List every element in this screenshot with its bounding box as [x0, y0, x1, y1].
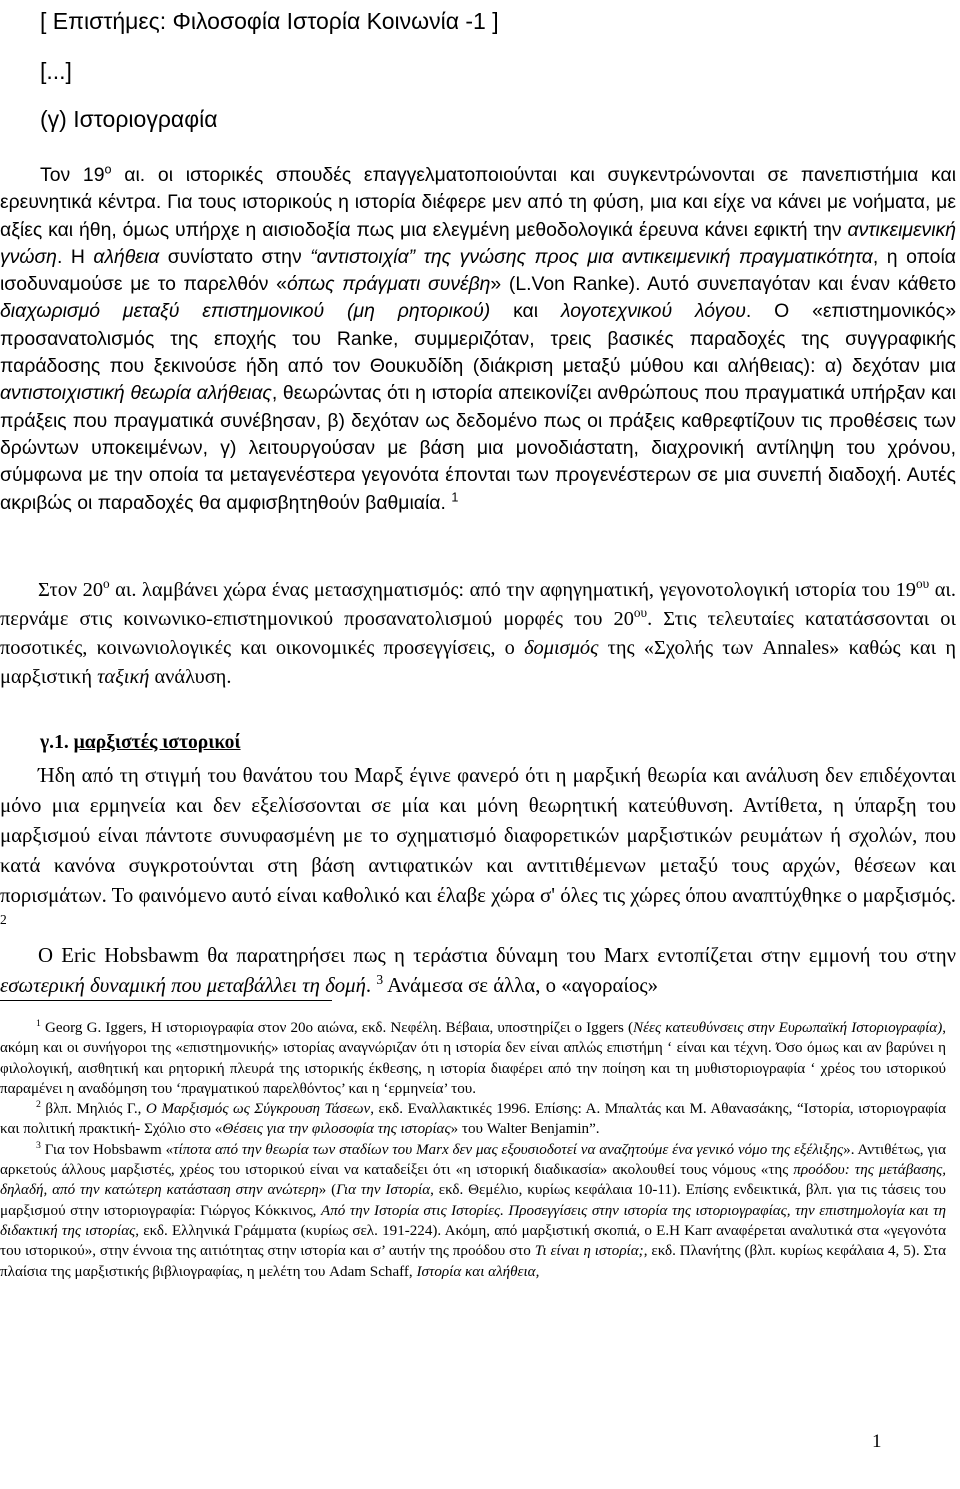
text-run: Ο Eric Hobsbawm θα παρατηρήσει πως η τεράστια δύναμη του Marx εντοπίζεται στην εμμονή του στην [38, 944, 956, 967]
text-run: αι. περνάμε στις κοινωνικο-επιστημονικού προσανατολισμού μορφές του 20 [0, 579, 956, 631]
italic-run: προόδου: της μετάβασης, δηλαδή, από την κατώτερη κατάσταση στην ανώτερη [0, 1162, 946, 1199]
text-run: Για τον Hobsbawm « [40, 1141, 174, 1158]
italic-run: αντιστοιχιστική θεωρία αλήθειας [0, 382, 272, 405]
footnote-1 [0, 1018, 946, 1099]
superscript: ο [104, 162, 112, 177]
italic-run: Νέες κατευθύνσεις στην Ευρωπαϊκή Ιστοριογραφία) [633, 1020, 943, 1036]
italic-run: Για την Ιστορία [336, 1182, 431, 1199]
italic-run: Ο Μαρξισμός ως Σύγκρουση Τάσεων [145, 1101, 371, 1118]
paragraph-marx-death [0, 761, 956, 941]
paragraph-historiography [0, 162, 956, 517]
marxist-section-body [0, 761, 956, 1001]
text-run: Ήδη από τη στιγμή του θανάτου του Μαρξ έγινε φανερό ότι η μαρξική θεωρία και ανάλυση δεν επιδέχονται μόνο μια ερμηνεία και δεν εξελίσσονται σε μία και μόνη θεωρητική κατεύθυνση. Αντίθετα, η ύπαρξη του μαρξισμού είναι πάντοτε συνυφασμένη με το σχηματισμό διαφορετικών μαρξιστικών ρευμάτων ή σχολών, που κατά κανόνα συγκροτούνται στη βάση αντιφατικών και αντιτιθέμενων μεταξύ τους αρχών, θέσεων και πορισμάτων. Το φαινόμενο αυτό είναι καθολικό και έλαβε χώρα σ' όλες τις χώρες όπου αναπτύχθηκε ο μαρξισμός. [0, 764, 956, 907]
subsection-heading [40, 732, 241, 754]
text-run: αι. οι ιστορικές σπουδές επαγγελματοποιούνται και συγκεντρώνονται σε πανεπιστήμια και ερευνητικά κέντρα. Για τους ιστορικούς η ιστορία διέφερε μεν από τη φύση, μια και είχε να κάνει με νοήματα, με αξίες και ήθη, όμως υπήρχε η αισιοδοξία πως μια ελεγμένη μεθοδολογικά έρευνα κάνει εφικτή την [0, 164, 957, 241]
italic-run: Θέσεις για την φιλοσοφία της ιστορίας [222, 1121, 451, 1138]
subsection-number: γ.1. [40, 732, 74, 753]
footnotes [0, 1018, 946, 1282]
text-run: , θεωρώντας ότι η ιστορία απεικονίζει ανθρώπους που πραγματικά υπήρξαν και πράξεις που πραγματικά συνέβησαν, β) δεχόταν ως δεδομένο πως οι πράξεις καθρεφτίζουν τις προθέσεις των δρώντων υποκειμένων, γ) λειτουργούσαν με βάση μια μονοδιάστατη, διαχρονική αντίληψη του χρόνου, σύμφωνα με την οποία τα μεταγενέστερα γεγονότα έπονται των προγενέστερων σε μια συνεπή διαδοχή. Αυτές ακριβώς οι παραδοχές θα αμφισβητηθούν βαθμιαία. [0, 382, 957, 514]
footnote-number: 1 [36, 1017, 41, 1029]
footnote-2 [0, 1099, 946, 1140]
text-run: , εκδ. Θεμέλιο, κυρίως κεφάλαια 10-11). Επίσης ενδεικτικά, βλπ. για τις τάσεις του μαρξισμού στην ιστοριογραφία: Γιώργος Κόκκινος, [0, 1182, 946, 1219]
italic-run: “αντιστοιχία” της γνώσης προς μια αντικειμενική πραγματικότητα [310, 245, 873, 268]
text-run: συνίστατο στην [159, 245, 311, 268]
text-run: βλπ. Μηλιός Γ., [40, 1101, 146, 1118]
text-run: Στον 20 [38, 579, 104, 601]
text-run: και [490, 300, 561, 323]
text-run: » (L.Von Ranke). Αυτό συνεπαγόταν και έναν κάθετο [490, 273, 956, 296]
italic-run: Τι είναι η ιστορία; [534, 1243, 644, 1260]
footnote-separator [0, 1000, 332, 1001]
text-run: αι. λαμβάνει χώρα ένας μετασχηματισμός: από την αφηγηματική, γεγονοτολογική ιστορία του 19 [109, 579, 916, 601]
text-run: . Στις τελευταίες κατατάσσονται οι ποσοτικές, κοινωνιολογικές και οικονομικές προσεγγίσεις, ο [0, 608, 956, 660]
text-run: . Η [56, 245, 94, 268]
italic-run: Ιστορία και αλήθεια, [416, 1263, 540, 1280]
section-heading: (γ) Ιστοριογραφία [40, 106, 218, 132]
text-run: ». Αντιθέτως, για αρκετούς άλλους μαρξιστές, χρέος του ιστορικού είναι να καταδείξει ότι «η ιστορική διαδικασία» ακολουθεί τους νόμους «της [0, 1141, 946, 1179]
italic-run: λογοτεχνικού λόγου [560, 300, 746, 323]
text-run: , εκδ. Ελληνικά Γράμματα (κυρίως σελ. 191-224). Ακόμη, από μαρξιστική σκοπιά, ο Ε.Η Karr αναφέρεται αναλυτικά στα «γεγονότα του ιστορικού», στην έννοια της αιτιότητας στην ιστορία και σ’ αυτήν της προόδου στο [0, 1222, 946, 1260]
superscript: ου [915, 576, 930, 592]
italic-run: διαχωρισμό μεταξύ επιστημονικού (μη ρητορικού) [0, 300, 491, 323]
paragraph-20th-century [0, 576, 956, 692]
italic-run: εσωτερική δυναμική που μεταβάλλει τη δομή [0, 974, 366, 997]
footnote-number: 3 [36, 1139, 41, 1151]
subsection-title: μαρξιστές ιστορικοί [73, 732, 241, 753]
text-run: , εκδ. Πλανήτης (βλπ. κυρίως κεφάλαια 4, 5). Στα πλαίσια της μαρξιστικής βιβλιογραφίας, η μελέτη του Adam Schaff, [0, 1243, 946, 1280]
footnote-ref-2[interactable]: 2 [0, 912, 7, 928]
italic-run: Από την Ιστορία στις Ιστορίες. Προσεγγίσεις στην ιστορία της ιστοριογραφίας, την επιστημολογία και τη διδακτική της ιστορίας [0, 1202, 946, 1239]
footnote-ref-3[interactable]: 3 [376, 972, 384, 988]
italic-run: τίποτα από την θεωρία των σταδίων του Marx δεν μας εξουσιοδοτεί να αναζητούμε ένα γενικό νόμο της εξέλιξης [173, 1141, 844, 1158]
text-run: » ( [318, 1182, 337, 1199]
text-run: » του Walter Benjamin”. [450, 1121, 600, 1138]
footnote-number: 2 [36, 1099, 41, 1111]
text-run: , εκδ. Εναλλακτικές 1996. Επίσης: Α. Μπαλτάς και Μ. Αθανασάκης, “Ιστορία, ιστοριογραφία και πολιτική πρακτική- Σχόλιο στο « [0, 1101, 946, 1138]
superscript: ου [633, 605, 648, 621]
text-run: Georg G. Iggers, Η ιστοριογραφία στον 20ο αιώνα, εκδ. Νεφέλη. Βέβαια, υποστηρίζει ο Iggers ( [40, 1020, 634, 1036]
paragraph-hobsbawm [0, 941, 956, 1001]
series-header: [ Επιστήμες: Φιλοσοφία Ιστορία Κοινωνία -1 ] [40, 8, 499, 34]
footnote-3 [0, 1140, 946, 1282]
italic-run: αλήθεια [93, 245, 160, 268]
page-number: 1 [872, 1431, 882, 1452]
italic-run: αντικειμενική γνώση [0, 218, 956, 268]
text-run: , η οποία ισοδυναμούσε με το παρελθόν « [0, 245, 956, 296]
text-run: Τον 19 [40, 164, 105, 186]
italic-run: ταξική [97, 666, 150, 689]
text-run: Ανάμεσα σε άλλα, ο «αγοραίος» [383, 974, 658, 997]
text-run: , ακόμη και οι συνήγοροι της «επιστημονικής» ιστορίας αναγνώριζαν ότι η ιστορία δεν είναι απλώς επιστήμη ‘ είναι και τέχνη. Όσο όμως και αν βαρύνει η φιλολογική, αισθητική και ρητορική πλευρά της ιστορικής έκθεσης, η ιστορία διαφέρει από την ποίηση και τη μυθιστοριογραφία ‘ χρέος του ιστορικού παραμένει η αναδόμηση του ‘πραγματικού παρελθόντος’ και η ‘ερμηνεία’ του. [0, 1020, 947, 1097]
text-run: της «Σχολής των Annales» καθώς και η μαρξιστική [0, 637, 956, 689]
text-run: ανάλυση. [149, 666, 232, 689]
ellipsis-marker: [...] [40, 58, 72, 84]
superscript: ο [103, 576, 110, 592]
italic-run: δομισμός [524, 637, 599, 660]
italic-run: όπως πράγματι συνέβη [286, 273, 491, 296]
text-run: . [365, 974, 372, 997]
text-run: . Ο «επιστημονικός» προσανατολισμός της εποχής του Ranke, συμμεριζόταν, τρεις βασικές παραδοχές της συγγραφικής παράδοσης που ξεκινούσε ήδη από τον Θουκυδίδη (διάκριση μεταξύ μύθου και αλήθειας): α) δεχόταν μια [0, 300, 956, 378]
footnote-ref-1[interactable]: 1 [451, 490, 459, 505]
